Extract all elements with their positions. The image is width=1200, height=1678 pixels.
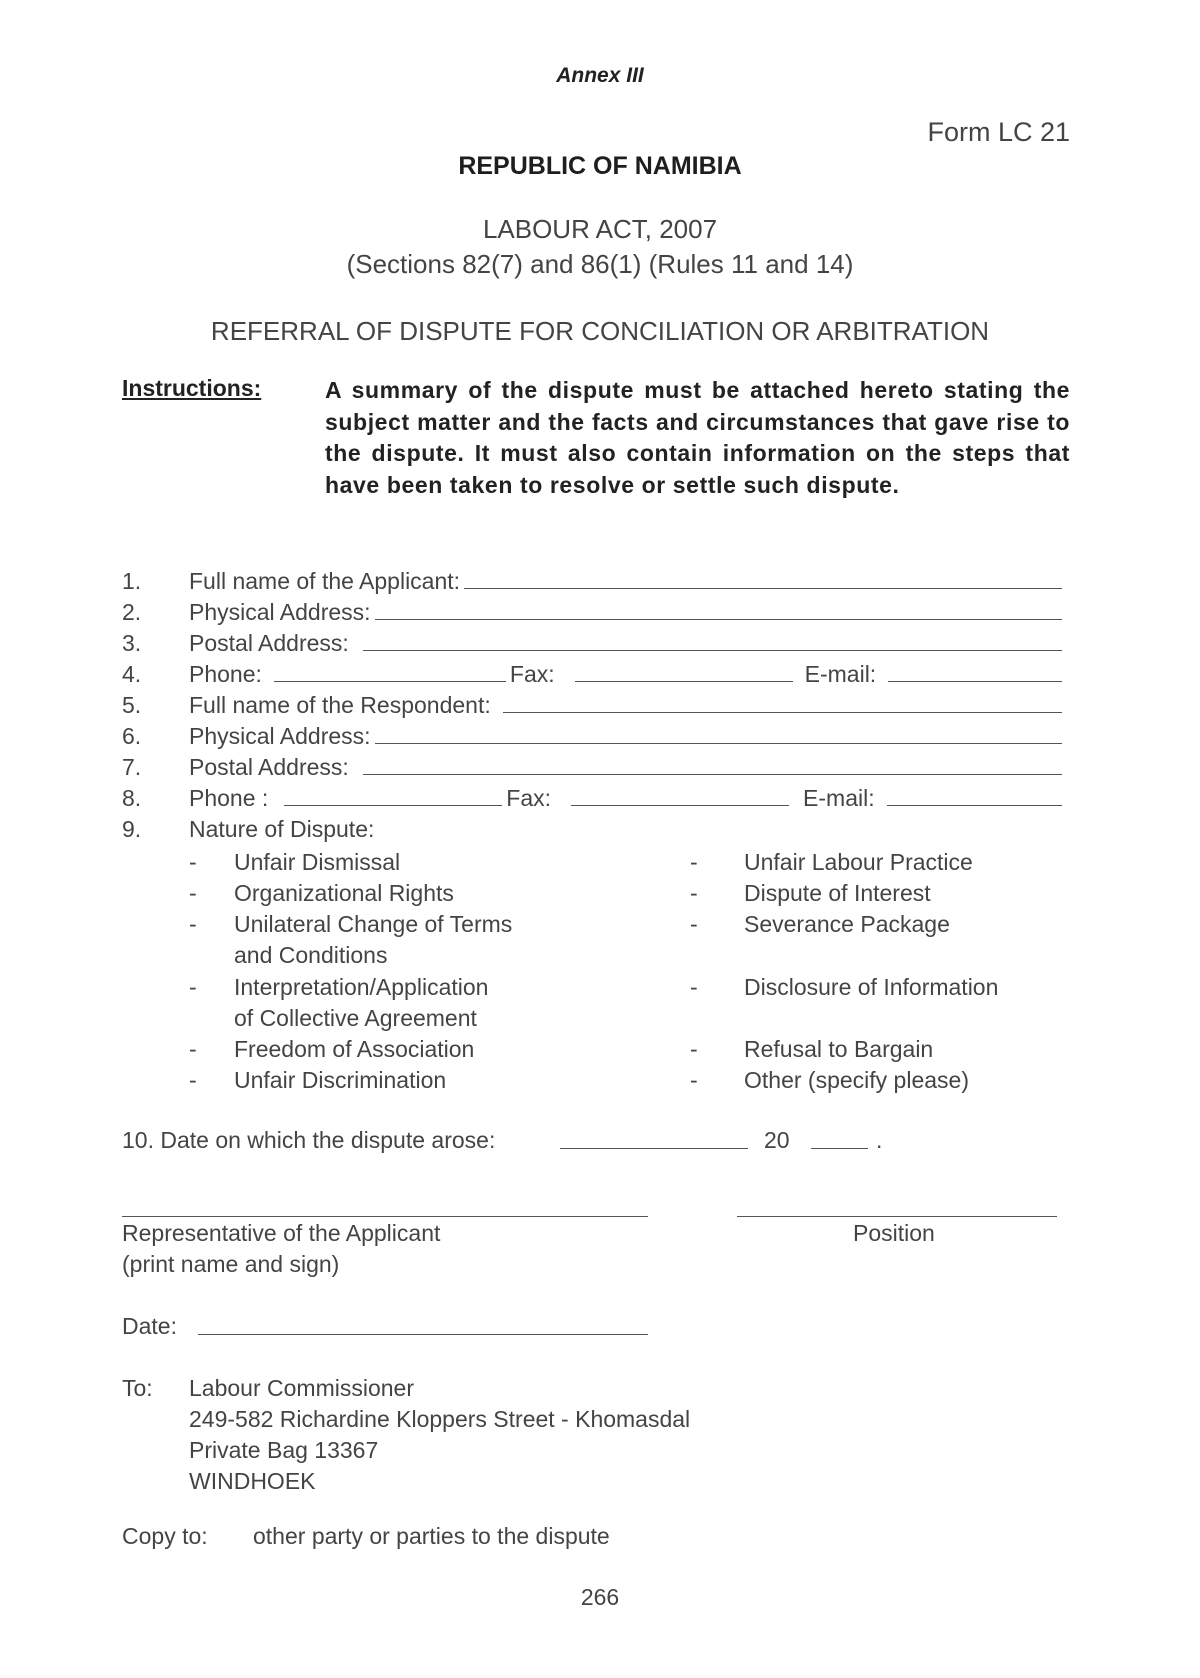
copy-to-label: Copy to: — [122, 1523, 208, 1549]
field-number: 4. — [122, 661, 142, 687]
dispute-option-interpretation[interactable]: Interpretation/Application — [234, 974, 489, 1000]
dispute-option-unfair-labour-practice[interactable]: Unfair Labour Practice — [744, 849, 973, 875]
field-number: 7. — [122, 754, 142, 780]
email-label: E-mail: — [804, 661, 877, 687]
field-respondent-physical-address — [122, 723, 1062, 754]
field-number: 3. — [122, 630, 142, 656]
dispute-option-dash: - — [690, 1036, 698, 1062]
instructions-label: Instructions: — [122, 375, 262, 401]
field-label: Full name of the Respondent: — [189, 692, 491, 718]
to-label: To: — [122, 1375, 153, 1401]
applicant-physical-address-input[interactable] — [375, 599, 1062, 620]
field-label: Postal Address: — [189, 630, 349, 656]
field-applicant-name — [122, 568, 1062, 599]
field-number: 5. — [122, 692, 142, 718]
field-number: 2. — [122, 599, 142, 625]
dispute-option-dash: - — [189, 974, 197, 1000]
dispute-option-disclosure-of-information[interactable]: Disclosure of Information — [744, 974, 999, 1000]
address-line-3: Private Bag 13367 — [189, 1437, 379, 1463]
applicant-fax-input[interactable] — [575, 661, 793, 682]
field-label: Postal Address: — [189, 754, 349, 780]
applicant-email-input[interactable] — [888, 661, 1062, 682]
dispute-option-freedom-of-association[interactable]: Freedom of Association — [234, 1036, 475, 1062]
address-line-4: WINDHOEK — [189, 1468, 316, 1494]
dispute-option-interpretation-cont: of Collective Agreement — [234, 1005, 477, 1031]
field-respondent-contact — [122, 785, 1062, 816]
instructions-text: A summary of the dispute must be attached hereto stating the subject matter and the facts and circumstances that gave rise to the dispute. It must also contain information on the steps that have been taken to resolve or settle such dispute. — [325, 377, 1070, 498]
dispute-option-dispute-of-interest[interactable]: Dispute of Interest — [744, 880, 931, 906]
dispute-option-unfair-dismissal[interactable]: Unfair Dismissal — [234, 849, 401, 875]
field-number: 8. — [122, 785, 142, 811]
form-number: Form LC 21 — [927, 117, 1070, 147]
date-label: Date: — [122, 1313, 177, 1339]
copy-to-text: other party or parties to the dispute — [253, 1523, 610, 1549]
date-arose-year-input[interactable] — [811, 1148, 868, 1149]
applicant-name-input[interactable] — [464, 568, 1062, 589]
form-title: REFERRAL OF DISPUTE FOR CONCILIATION OR ARBITRATION — [210, 316, 990, 346]
field-label: Nature of Dispute: — [189, 816, 375, 842]
dispute-option-dash: - — [189, 1036, 197, 1062]
field-respondent-name — [122, 692, 1062, 723]
date-input[interactable] — [198, 1334, 648, 1335]
respondent-name-input[interactable] — [503, 692, 1062, 713]
dispute-option-dash: - — [690, 880, 698, 906]
respondent-fax-input[interactable] — [571, 785, 789, 806]
act-sections: (Sections 82(7) and 86(1) (Rules 11 and 14) — [346, 249, 854, 279]
representative-sublabel: (print name and sign) — [122, 1251, 340, 1277]
phone-label: Phone : — [189, 785, 269, 811]
respondent-postal-address-input[interactable] — [363, 754, 1062, 775]
dispute-option-unfair-discrimination[interactable]: Unfair Discrimination — [234, 1067, 447, 1093]
representative-label: Representative of the Applicant — [122, 1220, 441, 1246]
dispute-option-dash: - — [690, 911, 698, 937]
respondent-physical-address-input[interactable] — [375, 723, 1062, 744]
field-respondent-postal-address — [122, 754, 1062, 785]
annex-label: Annex III — [556, 64, 644, 87]
field-applicant-postal-address — [122, 630, 1062, 661]
dispute-option-dash: - — [189, 1067, 197, 1093]
address-line-1: Labour Commissioner — [189, 1375, 414, 1401]
field-number: 1. — [122, 568, 142, 594]
republic-heading: REPUBLIC OF NAMIBIA — [458, 152, 742, 180]
dispute-option-dash: - — [189, 849, 197, 875]
date-arose-year-prefix: 20 — [764, 1127, 790, 1153]
position-input[interactable] — [737, 1216, 1057, 1217]
act-title: LABOUR ACT, 2007 — [482, 214, 718, 244]
dispute-option-refusal-to-bargain[interactable]: Refusal to Bargain — [744, 1036, 934, 1062]
applicant-postal-address-input[interactable] — [363, 630, 1062, 651]
dispute-option-dash: - — [690, 1067, 698, 1093]
representative-signature-input[interactable] — [122, 1216, 648, 1217]
position-label: Position — [853, 1220, 935, 1246]
dispute-option-unilateral-change[interactable]: Unilateral Change of Terms — [234, 911, 513, 937]
dispute-option-other[interactable]: Other (specify please) — [744, 1067, 969, 1093]
fax-label: Fax: — [506, 785, 552, 811]
dispute-option-dash: - — [690, 974, 698, 1000]
field-number: 6. — [122, 723, 142, 749]
dispute-option-unilateral-change-cont: and Conditions — [234, 942, 388, 968]
page-number: 266 — [580, 1584, 620, 1610]
field-nature-of-dispute — [122, 816, 1062, 847]
date-arose-input[interactable] — [560, 1148, 748, 1149]
field-label: Physical Address: — [189, 599, 371, 625]
field-label: Full name of the Applicant: — [189, 568, 461, 594]
dispute-option-dash: - — [189, 911, 197, 937]
fax-label: Fax: — [509, 661, 555, 687]
phone-label: Phone: — [189, 661, 262, 687]
field-applicant-contact — [122, 661, 1062, 692]
field-number: 9. — [122, 816, 142, 842]
email-label: E-mail: — [803, 785, 875, 811]
respondent-email-input[interactable] — [887, 785, 1062, 806]
address-line-2: 249-582 Richardine Kloppers Street - Khomasdal — [189, 1406, 691, 1432]
field-label: Physical Address: — [189, 723, 371, 749]
dispute-option-dash: - — [690, 849, 698, 875]
field-applicant-physical-address — [122, 599, 1062, 630]
dispute-option-severance-package[interactable]: Severance Package — [744, 911, 950, 937]
dispute-option-dash: - — [189, 880, 197, 906]
date-arose-label: 10. Date on which the dispute arose: — [122, 1127, 496, 1153]
respondent-phone-input[interactable] — [284, 785, 502, 806]
date-arose-end: . — [876, 1127, 883, 1153]
applicant-phone-input[interactable] — [274, 661, 506, 682]
dispute-option-organizational-rights[interactable]: Organizational Rights — [234, 880, 454, 906]
